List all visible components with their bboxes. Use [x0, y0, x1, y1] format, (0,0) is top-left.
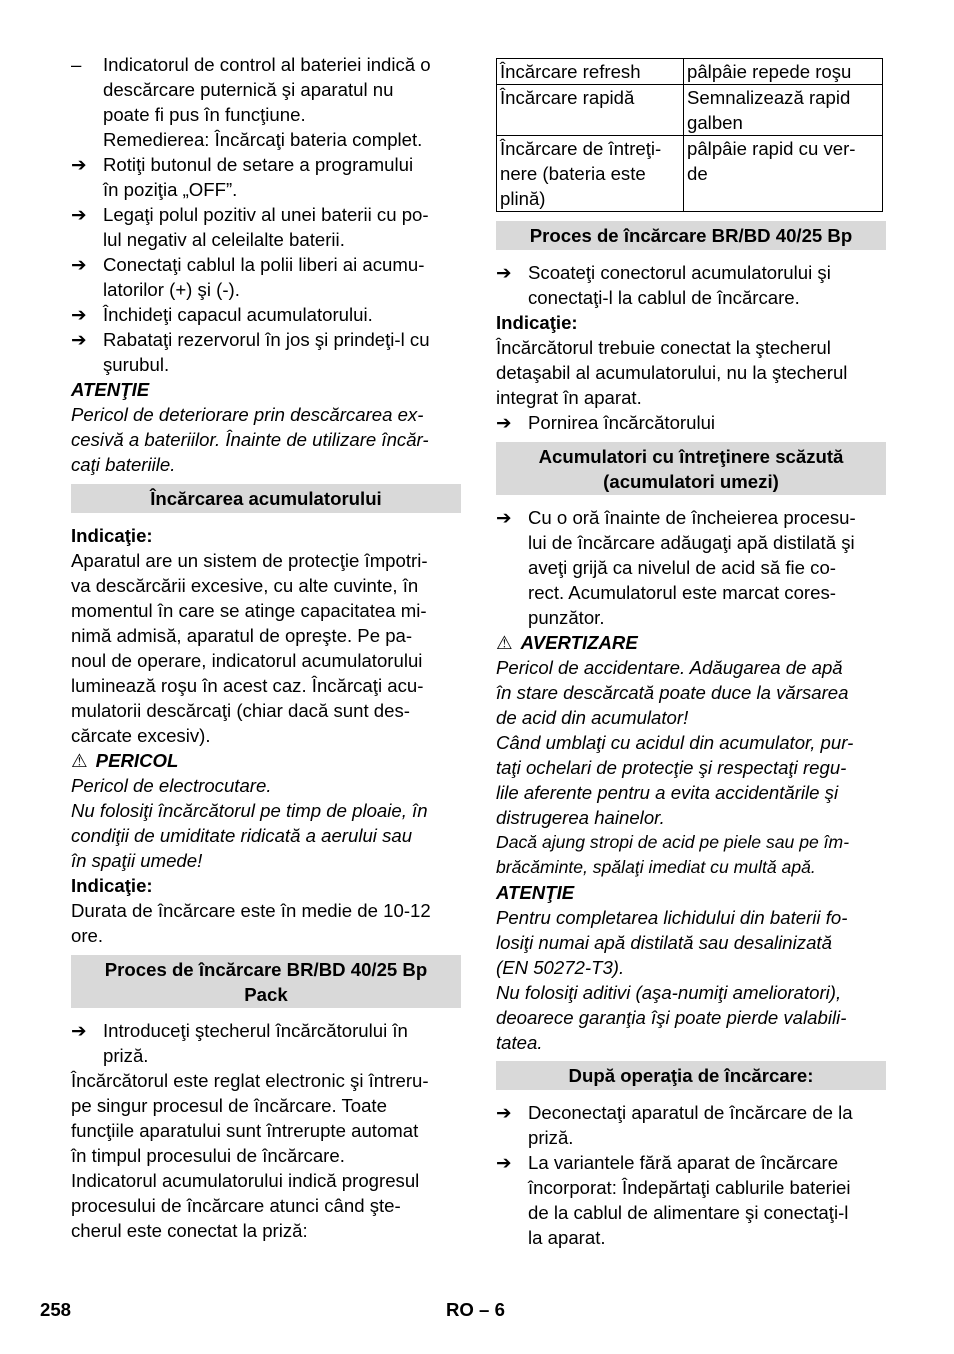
text-line: de — [687, 163, 708, 184]
step-item — [496, 1100, 886, 1150]
text-line: Pericol de accidentare. Adăugarea de apă — [496, 657, 843, 678]
arrow-icon: ➔ — [496, 507, 512, 528]
text-line: Indicatorul de control al bateriei indică o — [103, 54, 431, 75]
text-line: pâlpâie rapid cu ver- — [687, 138, 856, 159]
text-line: lul negativ al celeilalte baterii. — [103, 229, 345, 250]
text-line: lile aferente pentru a evita accidentările şi — [496, 782, 839, 803]
text-line: cherul este conectat la priză: — [71, 1220, 308, 1241]
arrow-icon: ➔ — [71, 154, 87, 175]
text-line: Conectaţi cablul la polii liberi ai acumu- — [103, 254, 425, 275]
danger-text — [71, 773, 461, 873]
text-line: tatea. — [496, 1032, 543, 1053]
arrow-icon: ➔ — [71, 254, 87, 275]
arrow-icon: ➔ — [496, 412, 512, 433]
arrow-icon: ➔ — [496, 1152, 512, 1173]
note-text — [71, 548, 461, 748]
text-line: Încărcătorul este reglat electronic şi întreru- — [71, 1070, 429, 1091]
text-line: cărcate excesiv). — [71, 725, 211, 746]
text-line: Încărcare refresh — [500, 61, 641, 82]
section-heading: Proces de încărcare BR/BD 40/25 Bp — [496, 221, 886, 250]
text-line: Legaţi polul pozitiv al unei baterii cu po- — [103, 204, 429, 225]
text-line: Scoateţi conectorul acumulatorului şi — [528, 262, 831, 283]
step-item — [496, 505, 886, 630]
text-line: Pericol de deteriorare prin descărcarea ex- — [71, 404, 424, 425]
text-line: de acid din acumulator! — [496, 707, 689, 728]
warning-label: AVERTIZARE — [520, 632, 638, 653]
note-text — [71, 898, 461, 948]
text-line: Când umblaţi cu acidul din acumulator, pur- — [496, 732, 854, 753]
table-cell — [684, 85, 883, 136]
text-line: Semnalizează rapid — [687, 87, 851, 108]
text-line: taţi ochelari de protecţie şi respectaţi regu- — [496, 757, 847, 778]
step-item — [496, 260, 886, 310]
text-line: conectaţi-l la cablul de încărcare. — [528, 287, 800, 308]
text-line: Introduceţi ştecherul încărcătorului în — [103, 1020, 408, 1041]
table-cell — [684, 136, 883, 212]
text-line: galben — [687, 112, 743, 133]
text-line: latorilor (+) şi (-). — [103, 279, 240, 300]
table-cell — [497, 59, 684, 85]
text-line: încorporat: Îndepărtaţi cablurile bateriei — [528, 1177, 851, 1198]
right-column — [496, 52, 886, 1250]
dash-list-item — [71, 52, 461, 152]
table-cell — [497, 136, 684, 212]
warning-triangle-icon: ⚠ — [71, 750, 88, 771]
text-line: Remedierea: Încărcaţi bateria complet. — [103, 129, 423, 150]
step-item — [71, 202, 461, 252]
note-text — [496, 335, 886, 410]
text-line: detaşabil al acumulatorului, nu la ştecherul — [496, 362, 848, 383]
text-line: lui de încărcare adăugaţi apă distilată şi — [528, 532, 855, 553]
text-line: rect. Acumulatorul este marcat cores- — [528, 582, 836, 603]
text-line: La variantele fără aparat de încărcare — [528, 1152, 839, 1173]
warning-triangle-icon: ⚠ — [496, 632, 513, 653]
text-line: cesivă a bateriilor. Înainte de utilizare încăr- — [71, 429, 429, 450]
charging-indicator-table — [496, 58, 883, 212]
table-row — [497, 59, 883, 85]
section-heading: După operaţia de încărcare: — [496, 1061, 886, 1090]
text-line: Rabataţi rezervorul în jos şi prindeţi-l cu — [103, 329, 430, 350]
section-reference: RO – 6 — [446, 1299, 505, 1320]
text-line: pâlpâie repede roşu — [687, 61, 852, 82]
dash-marker: – — [71, 54, 82, 75]
left-column — [71, 52, 461, 1243]
text-line: deoarece garanţia îşi poate pierde valabili- — [496, 1007, 847, 1028]
danger-label: PERICOL — [95, 750, 179, 771]
heading-line: Proces de încărcare BR/BD 40/25 Bp — [104, 959, 428, 980]
step-item — [71, 252, 461, 302]
text-line: integrat în aparat. — [496, 387, 642, 408]
text-line: caţi bateriile. — [71, 454, 176, 475]
text-line: plină) — [500, 188, 546, 209]
arrow-icon: ➔ — [71, 329, 87, 350]
text-line: losiţi numai apă distilată sau desalinizată — [496, 932, 832, 953]
arrow-icon: ➔ — [496, 1102, 512, 1123]
text-line: Pericol de electrocutare. — [71, 775, 272, 796]
table-row — [497, 136, 883, 212]
text-line: Închideţi capacul acumulatorului. — [103, 304, 373, 325]
text-line: în spaţii umede! — [71, 850, 203, 871]
text-line: noul de operare, indicatorul acumulatorului — [71, 650, 423, 671]
text-line: mulatorii descărcaţi (chiar dacă sunt des- — [71, 700, 410, 721]
heading-line: Pack — [244, 984, 288, 1005]
text-line: Nu folosiţi aditivi (aşa-numiţi amelioratori), — [496, 982, 842, 1003]
text-line: Rotiţi butonul de setare a programului — [103, 154, 414, 175]
step-item — [71, 302, 461, 327]
text-line: nimă admisă, aparatul de opreşte. Pe pa- — [71, 625, 413, 646]
table-cell — [497, 85, 684, 136]
heading-line: (acumulatori umezi) — [603, 471, 779, 492]
text-line: în poziţia „OFF”. — [103, 179, 238, 200]
text-line: Încărcătorul trebuie conectat la ştecherul — [496, 337, 831, 358]
text-line: momentul în care se atinge capacitatea mi- — [71, 600, 427, 621]
text-line: Dacă ajung stropi de acid pe piele sau pe îm- — [496, 832, 850, 852]
arrow-icon: ➔ — [496, 262, 512, 283]
note-label: Indicaţie: — [496, 312, 578, 333]
text-line: Pentru completarea lichidului din baterii fo- — [496, 907, 848, 928]
text-line: (EN 50272-T3). — [496, 957, 625, 978]
text-line: Durata de încărcare este în medie de 10-12 — [71, 900, 431, 921]
text-line: pe singur procesul de încărcare. Toate — [71, 1095, 387, 1116]
table-cell — [684, 59, 883, 85]
caution-text — [496, 905, 886, 1055]
text-line: aveţi grijă ca nivelul de acid să fie co- — [528, 557, 836, 578]
text-line: Încărcare rapidă — [500, 87, 635, 108]
text-line: Deconectaţi aparatul de încărcare de la — [528, 1102, 853, 1123]
text-line: Nu folosiţi încărcătorul pe timp de ploaie, în — [71, 800, 428, 821]
section-heading — [496, 442, 886, 495]
step-item — [496, 410, 886, 435]
text-line: distrugerea hainelor. — [496, 807, 665, 828]
step-item — [71, 327, 461, 377]
text-line: nere (bateria este — [500, 163, 646, 184]
text-line: Cu o oră înainte de încheierea procesu- — [528, 507, 856, 528]
page-number: 258 — [40, 1299, 72, 1320]
text-line: descărcare puternică şi aparatul nu — [103, 79, 394, 100]
text-line: şurubul. — [103, 354, 170, 375]
caution-label: ATENŢIE — [71, 379, 150, 400]
text-line: luminează roşu în acest caz. Încărcaţi acu- — [71, 675, 424, 696]
danger-heading — [71, 748, 461, 773]
text-line: priză. — [103, 1045, 149, 1066]
text-line: Pornirea încărcătorului — [528, 412, 716, 433]
section-heading: Încărcarea acumulatorului — [71, 484, 461, 513]
arrow-icon: ➔ — [71, 304, 87, 325]
text-line: condiţii de umiditate ridicată a aerului sau — [71, 825, 413, 846]
text-line: în stare descărcată poate duce la vărsarea — [496, 682, 849, 703]
section-heading — [71, 955, 461, 1008]
caution-label: ATENŢIE — [496, 882, 575, 903]
step-item — [71, 152, 461, 202]
text-line: Aparatul are un sistem de protecţie împotri- — [71, 550, 428, 571]
text-line: poate fi pus în funcţiune. — [103, 104, 306, 125]
text-line: brăcăminte, spălaţi imediat cu multă apă. — [496, 857, 816, 877]
text-line: de la cablul de alimentare şi conectaţi-l — [528, 1202, 849, 1223]
arrow-icon: ➔ — [71, 1020, 87, 1041]
table-row — [497, 85, 883, 136]
arrow-icon: ➔ — [71, 204, 87, 225]
text-line: ore. — [71, 925, 104, 946]
text-line: priză. — [528, 1127, 574, 1148]
warning-text — [496, 655, 886, 880]
text-line: va descărcării excesive, cu alte cuvinte, în — [71, 575, 419, 596]
text-line: în timpul procesului de încărcare. — [71, 1145, 345, 1166]
text-line: funcţiile aparatului sunt întrerupte automat — [71, 1120, 419, 1141]
step-item — [496, 1150, 886, 1250]
text-line: la aparat. — [528, 1227, 606, 1248]
text-line: Încărcare de întreţi- — [500, 138, 662, 159]
pack-text — [71, 1068, 461, 1243]
warning-heading — [496, 630, 886, 655]
step-item — [71, 1018, 461, 1068]
note-label: Indicaţie: — [71, 875, 153, 896]
text-line: punzător. — [528, 607, 605, 628]
caution-text — [71, 402, 461, 477]
heading-line: Acumulatori cu întreţinere scăzută — [538, 446, 844, 467]
text-line: procesului de încărcare atunci când şte- — [71, 1195, 401, 1216]
text-line: Indicatorul acumulatorului indică progresul — [71, 1170, 420, 1191]
note-label: Indicaţie: — [71, 525, 153, 546]
